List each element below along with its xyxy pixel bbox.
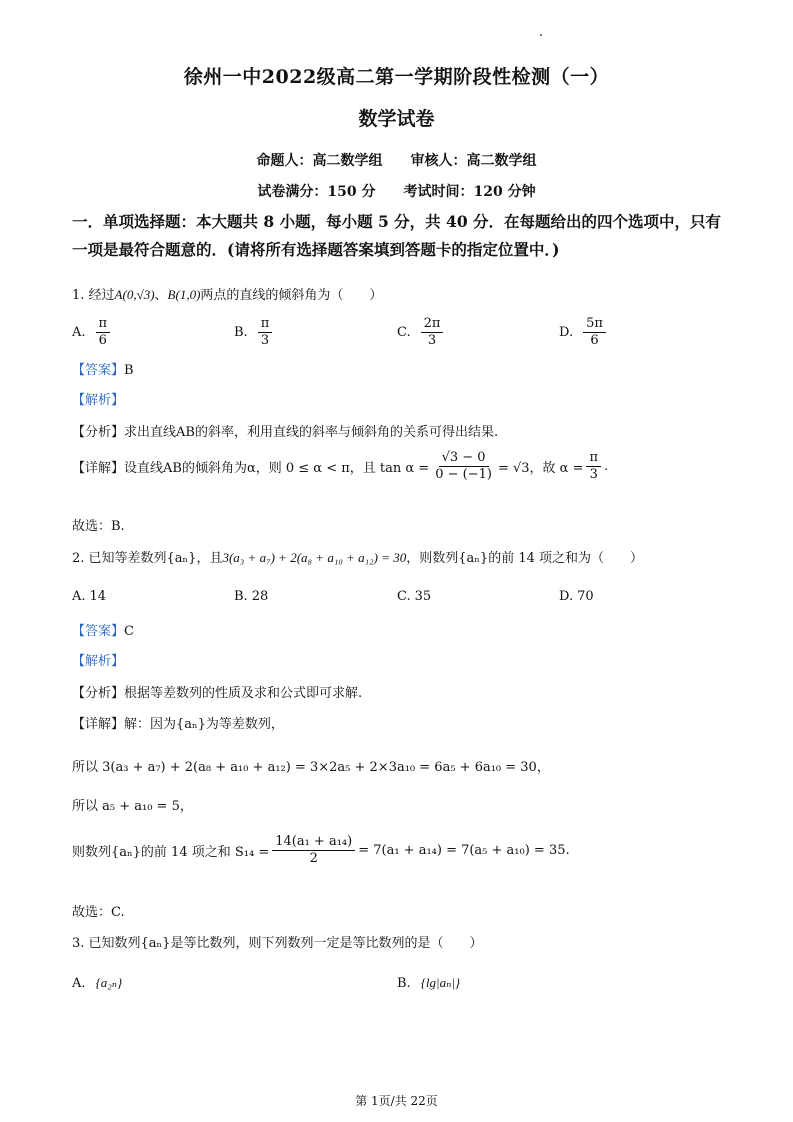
q3-stem: 3. 已知数列{aₙ}是等比数列，则下列数列一定是等比数列的是（ ） — [72, 936, 483, 951]
q2-step1: 所以 3(a₃ + a₇) + 2(a₈ + a₁₀ + a₁₂) = 3×2a₅ + 2×3a₁₀ = 6a₅ + 6a₁₀ = 30， — [72, 760, 550, 775]
q2-step3-a: 则数列{aₙ}的前 14 项之和 S₁₄ = — [72, 845, 270, 860]
q2-option-d-label: D. — [559, 589, 574, 604]
q2-step3-fraction — [272, 834, 355, 867]
q2-stem-a: 2. 已知等差数列{aₙ}，且 — [72, 551, 223, 566]
q1-detail-tag: 【详解】 — [72, 461, 125, 476]
q1-sep: 、 — [154, 288, 168, 303]
q2-option-d — [559, 589, 594, 604]
q2-step3-num: 14(a₁ + a₁₄) — [272, 834, 355, 851]
q1-option-a-label: A. — [72, 325, 86, 340]
q2-option-b — [234, 589, 268, 604]
q2-option-a-value: 14 — [89, 589, 107, 604]
q1-option-d-num: 5π — [583, 316, 606, 333]
q2-fenxi-text: 根据等差数列的性质及求和公式即可求解. — [124, 686, 363, 701]
q1-option-c-label: C. — [397, 325, 411, 340]
q1-option-d-label: D. — [559, 325, 574, 340]
q2-option-c-label: C. — [397, 589, 411, 604]
q1-detail-ans-fraction — [586, 450, 601, 483]
q3-option-b — [397, 975, 460, 991]
q1-option-c — [397, 316, 446, 349]
q1-option-d-fraction — [583, 316, 606, 349]
q1-option-b-label: B. — [234, 325, 248, 340]
q1-option-b-num: π — [258, 316, 273, 333]
q1-answer — [72, 359, 134, 378]
q1-stem — [72, 284, 382, 303]
q1-detail-num: √3 − 0 — [439, 450, 489, 467]
q2-option-c — [397, 589, 431, 604]
q2-answer-value: C — [124, 624, 134, 639]
q1-suffix: 两点的直线的倾斜角为（ ） — [200, 288, 383, 303]
page-footer: 第 1页/共 22页 — [355, 1094, 438, 1108]
q2-step3-b: = 7(a₁ + a₁₄) = 7(a₅ + a₁₀) = 35. — [358, 843, 570, 858]
q1-answer-tag: 【答案】 — [72, 363, 125, 378]
q1-option-d — [559, 316, 609, 349]
q2-option-b-value: 28 — [251, 589, 269, 604]
q1-detail-fraction — [432, 450, 495, 483]
q1-option-c-den: 3 — [427, 333, 437, 348]
q1-fenxi-text: 求出直线AB的斜率，利用直线的斜率与倾斜角的关系可得出结果. — [124, 425, 499, 440]
q2-step3-den: 2 — [309, 851, 318, 866]
q2-option-b-label: B. — [234, 589, 248, 604]
q1-detail-ans-num: π — [586, 450, 601, 467]
q1-detail-ans-den: 3 — [589, 467, 598, 482]
q1-prefix: 1. 经过 — [72, 288, 115, 303]
scan-dot — [540, 34, 542, 36]
q1-detail-a: 设直线AB的倾斜角为α，则 0 ≤ α < π，且 tan α = — [124, 461, 430, 476]
q1-option-a-num: π — [96, 316, 111, 333]
q2-detail-text: 解：因为{aₙ}为等差数列， — [124, 717, 284, 732]
q2-option-c-value: 35 — [414, 589, 432, 604]
q2-fenxi-tag: 【分析】 — [72, 686, 125, 701]
q1-detail — [72, 450, 608, 483]
q1-option-c-num: 2π — [421, 316, 444, 333]
q2-step2: 所以 a₅ + a₁₀ = 5， — [72, 799, 193, 814]
q3-option-a-label: A. — [72, 975, 86, 991]
exam-title: 徐州一中2022级高二第一学期阶段性检测（一） — [183, 66, 610, 88]
q1-conclusion: 故选：B. — [72, 519, 125, 534]
q2-conclusion: 故选：C. — [72, 905, 125, 920]
section-heading-line2: 一项是最符合题意的．(请将所有选择题答案填到答题卡的指定位置中．) — [72, 240, 560, 259]
q2-detail — [72, 713, 284, 732]
q2-answer-tag: 【答案】 — [72, 624, 125, 639]
q3-option-b-value: {lg|aₙ|} — [420, 975, 461, 990]
q1-option-a — [72, 316, 113, 349]
q1-detail-b: = √3，故 α = — [497, 461, 584, 476]
exam-info-line: 试卷满分：150 分 考试时间：120 分钟 — [257, 184, 536, 200]
q3-option-a — [72, 975, 122, 991]
q2-option-a-label: A. — [72, 589, 86, 604]
exam-subtitle: 数学试卷 — [358, 108, 435, 130]
q1-option-b-fraction — [258, 316, 273, 349]
q2-stem — [72, 547, 643, 566]
section-heading-line1: 一．单项选择题：本大题共 8 小题，每小题 5 分，共 40 分．在每题给出的四个选项中，只有 — [72, 212, 722, 231]
q1-fenxi — [72, 421, 498, 440]
q1-option-d-den: 6 — [590, 333, 599, 348]
q1-option-a-fraction — [96, 316, 111, 349]
q2-fenxi — [72, 682, 362, 701]
q1-detail-end: . — [604, 459, 609, 474]
q1-detail-den: 0 − (−1) — [435, 467, 492, 482]
q2-stem-expr: 3(a₃ + a₇) + 2(a₈ + a₁₀ + a₁₂) = 30 — [222, 550, 407, 565]
q2-analysis-tag: 【解析】 — [72, 654, 125, 669]
q1-point-b: B(1,0) — [167, 287, 201, 302]
q2-step3 — [72, 834, 570, 867]
q1-point-a: A(0,√3) — [114, 287, 155, 302]
q2-option-a — [72, 589, 106, 604]
q1-option-a-den: 6 — [98, 333, 107, 348]
section-heading — [72, 208, 732, 264]
q1-option-b — [234, 316, 275, 349]
q1-answer-value: B — [124, 363, 134, 378]
q2-answer — [72, 620, 134, 639]
q1-option-b-den: 3 — [260, 333, 270, 348]
q1-option-c-fraction — [421, 316, 444, 349]
q3-option-a-value: {a₂ₙ} — [95, 975, 123, 990]
q1-analysis-tag: 【解析】 — [72, 393, 125, 408]
q2-stem-b: ，则数列{aₙ}的前 14 项之和为（ ） — [406, 551, 644, 566]
authors-line: 命题人：高二数学组 审核人：高二数学组 — [256, 153, 537, 169]
q3-option-b-label: B. — [397, 975, 411, 991]
q2-detail-tag: 【详解】 — [72, 717, 125, 732]
q1-fenxi-tag: 【分析】 — [72, 425, 125, 440]
q2-option-d-value: 70 — [577, 589, 594, 604]
